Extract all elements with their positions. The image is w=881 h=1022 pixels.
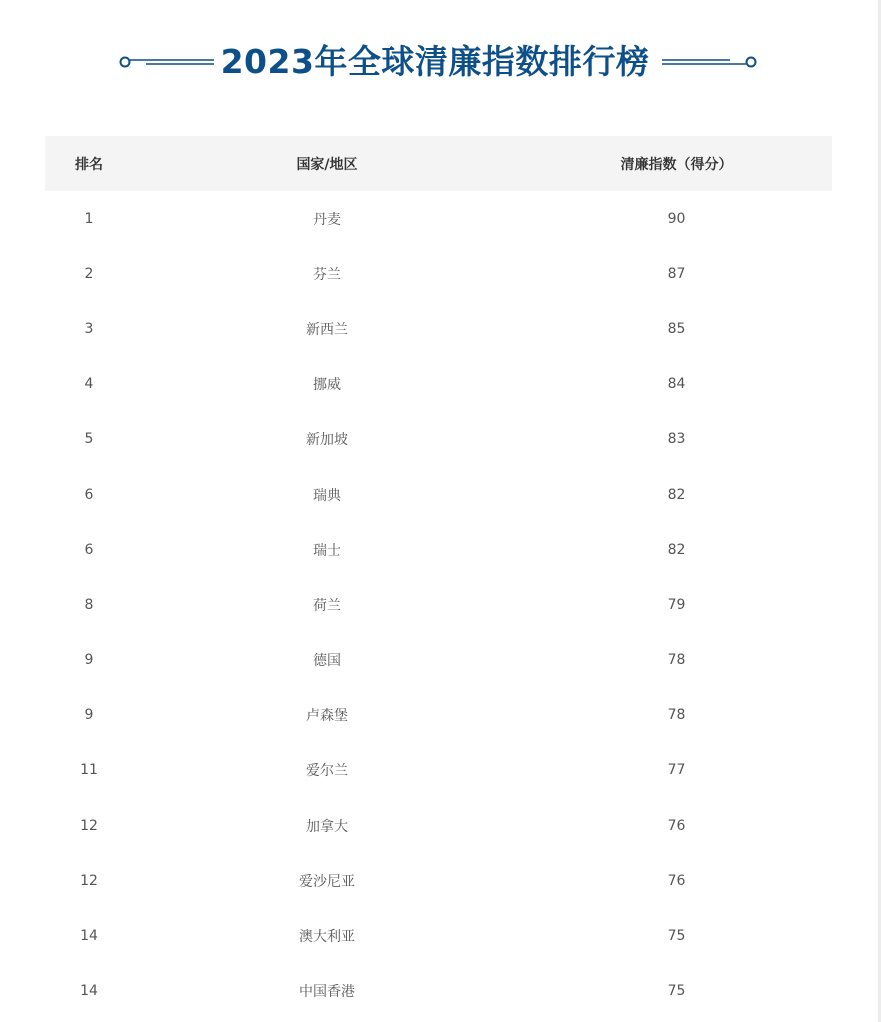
cell-country: 爱尔兰 bbox=[306, 763, 348, 780]
title-banner bbox=[0, 36, 881, 88]
cell-score: 90 bbox=[667, 210, 686, 227]
table-row bbox=[45, 964, 832, 1019]
cell-rank: 9 bbox=[84, 652, 94, 669]
cell-rank: 14 bbox=[80, 983, 98, 1000]
cell-score: 76 bbox=[667, 872, 686, 889]
cell-rank: 12 bbox=[80, 872, 98, 889]
cell-rank: 11 bbox=[80, 762, 98, 779]
cell-score: 78 bbox=[667, 707, 686, 724]
table-row bbox=[45, 357, 832, 412]
cell-country: 芬兰 bbox=[313, 266, 341, 283]
cell-score: 82 bbox=[667, 541, 686, 558]
cell-country: 中国香港 bbox=[299, 984, 355, 1001]
ranking-table bbox=[45, 136, 832, 1019]
table-row bbox=[45, 246, 832, 301]
cell-country: 荷兰 bbox=[313, 597, 341, 614]
cell-rank: 4 bbox=[84, 376, 94, 393]
table-row bbox=[45, 191, 832, 246]
cell-rank: 5 bbox=[84, 431, 94, 448]
cell-country: 挪威 bbox=[313, 377, 341, 394]
table-row bbox=[45, 688, 832, 743]
cell-rank: 8 bbox=[84, 596, 94, 613]
cell-country: 德国 bbox=[313, 653, 341, 670]
header-rank: 排名 bbox=[45, 136, 133, 191]
title-left-ornament bbox=[118, 56, 218, 68]
cell-score: 79 bbox=[667, 596, 686, 613]
cell-country: 卢森堡 bbox=[306, 708, 348, 725]
header-score: 清廉指数（得分） bbox=[521, 136, 832, 191]
cell-rank: 6 bbox=[84, 541, 94, 558]
cell-score: 76 bbox=[667, 817, 686, 834]
cell-country: 新西兰 bbox=[306, 321, 348, 338]
cell-rank: 3 bbox=[84, 320, 94, 337]
cell-score: 77 bbox=[667, 762, 686, 779]
cell-country: 澳大利亚 bbox=[299, 929, 355, 946]
cell-country: 丹麦 bbox=[313, 211, 341, 228]
table-row bbox=[45, 853, 832, 908]
cell-score: 84 bbox=[667, 376, 686, 393]
cell-rank: 6 bbox=[84, 486, 94, 503]
cell-country: 加拿大 bbox=[306, 818, 348, 835]
cell-rank: 9 bbox=[84, 707, 94, 724]
cell-rank: 12 bbox=[80, 817, 98, 834]
header-country: 国家/地区 bbox=[133, 136, 521, 191]
table-row bbox=[45, 633, 832, 688]
cell-score: 82 bbox=[667, 486, 686, 503]
table-row bbox=[45, 743, 832, 798]
table-row bbox=[45, 301, 832, 356]
cell-score: 78 bbox=[667, 652, 686, 669]
table-row bbox=[45, 577, 832, 632]
cell-score: 75 bbox=[667, 983, 686, 1000]
cell-rank: 2 bbox=[84, 265, 94, 282]
cell-country: 爱沙尼亚 bbox=[299, 873, 355, 890]
cell-score: 83 bbox=[667, 431, 686, 448]
table-row bbox=[45, 908, 832, 963]
table-row bbox=[45, 467, 832, 522]
cell-rank: 14 bbox=[80, 928, 98, 945]
title-right-ornament bbox=[658, 56, 758, 68]
table-row bbox=[45, 412, 832, 467]
cell-country: 新加坡 bbox=[306, 432, 348, 449]
cell-score: 87 bbox=[667, 265, 686, 282]
table-header-row bbox=[45, 136, 832, 191]
cell-score: 85 bbox=[667, 320, 686, 337]
cell-country: 瑞士 bbox=[313, 542, 341, 559]
table-row bbox=[45, 522, 832, 577]
cell-country: 瑞典 bbox=[313, 487, 341, 504]
page-title: 2023年全球清廉指数排行榜 bbox=[220, 42, 650, 81]
table-row bbox=[45, 798, 832, 853]
cell-rank: 1 bbox=[84, 210, 94, 227]
cell-score: 75 bbox=[667, 928, 686, 945]
